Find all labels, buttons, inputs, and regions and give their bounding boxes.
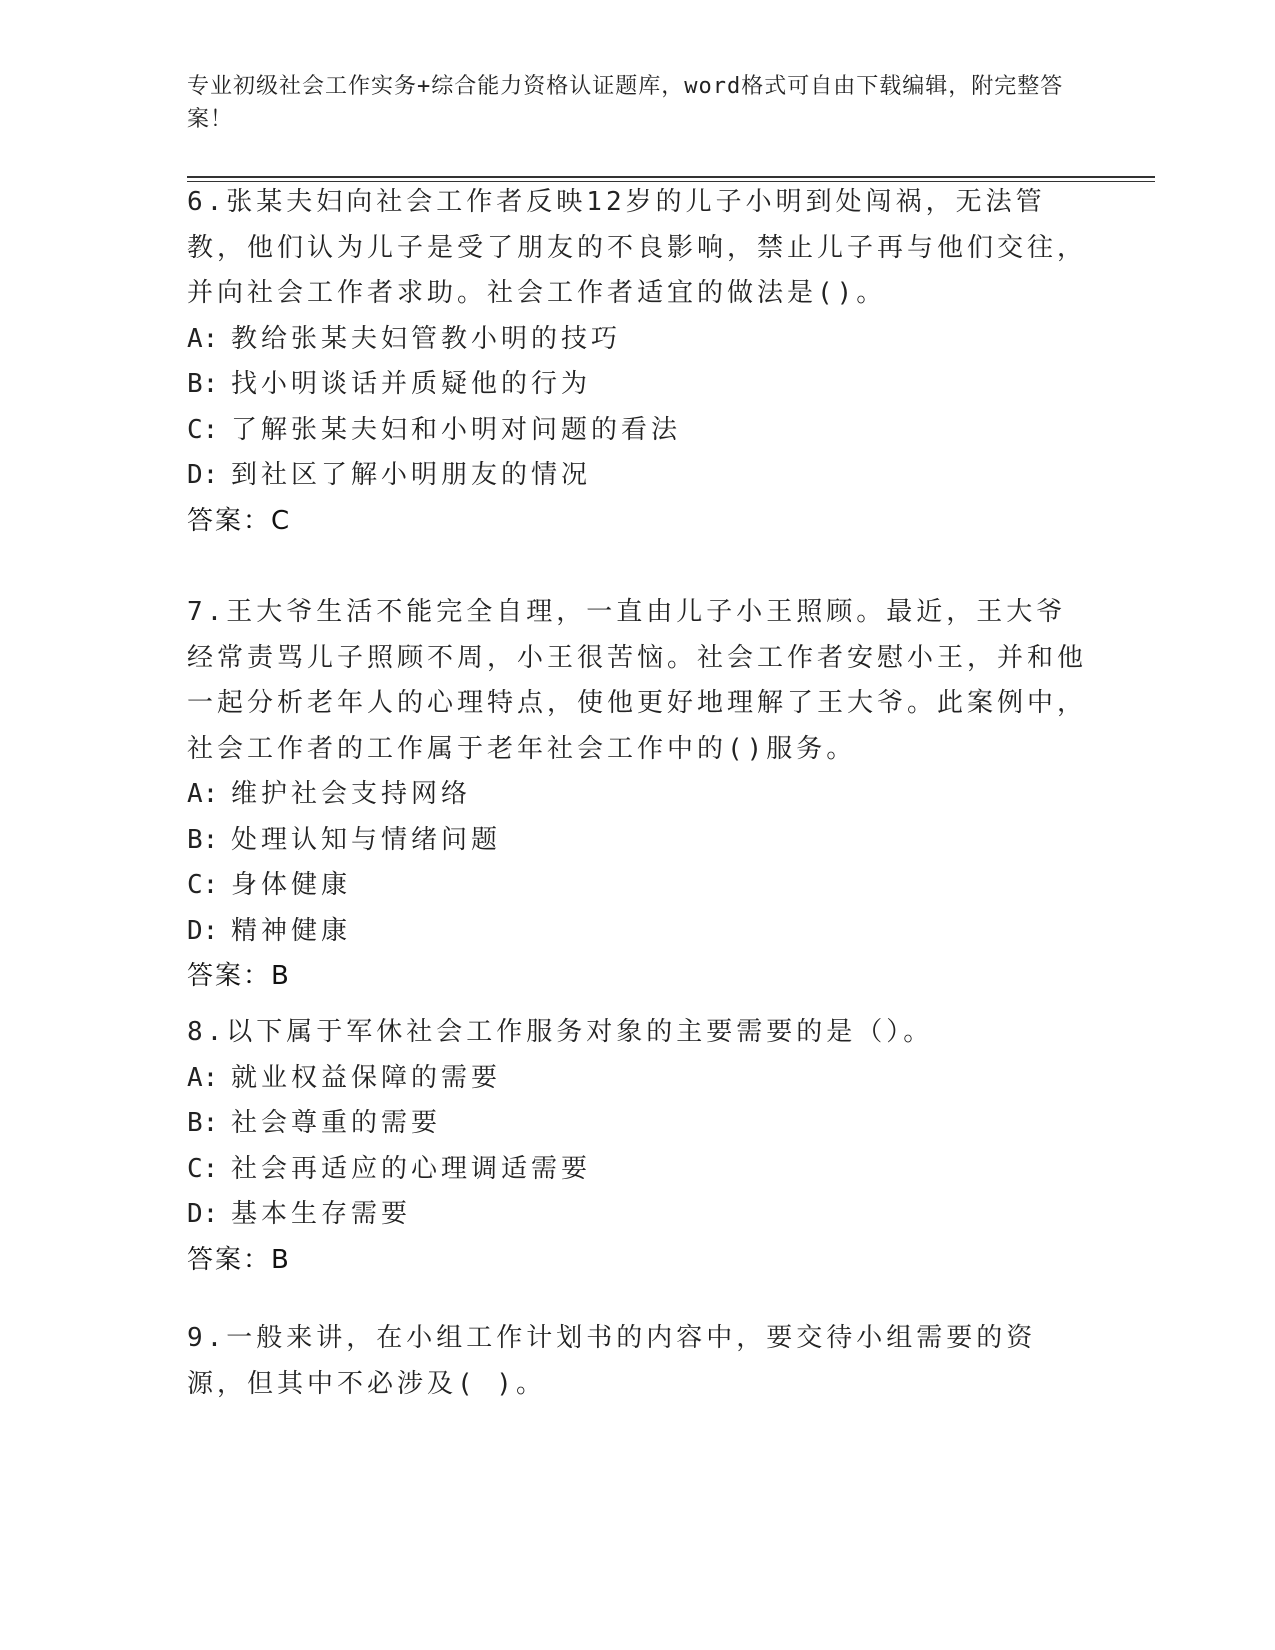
option-text: 基本生存需要 [231, 1199, 412, 1229]
option-d [187, 1192, 1087, 1238]
question-6 [187, 180, 1087, 544]
option-b [187, 362, 1087, 408]
option-text: 教给张某夫妇管教小明的技巧 [231, 323, 622, 354]
option-letter: C: [187, 414, 219, 445]
option-text: 到社区了解小明朋友的情况 [231, 460, 592, 490]
option-letter: C: [187, 870, 219, 900]
question-9 [187, 1316, 1087, 1407]
option-d [187, 909, 1087, 955]
option-text: 找小明谈话并质疑他的行为 [231, 369, 592, 399]
option-b [187, 1101, 1087, 1147]
option-a [187, 1056, 1087, 1102]
question-8 [187, 1010, 1087, 1283]
question-7 [187, 590, 1087, 1000]
answer-label: 答案：C [187, 505, 292, 536]
option-a [187, 772, 1087, 818]
option-text: 维护社会支持网络 [231, 779, 472, 809]
question-stem: 7.王大爷生活不能完全自理，一直由儿子小王照顾。最近，王大爷经常责骂儿子照顾不周，小王很苦恼。社会工作者安慰小王，并和他一起分析老年人的心理特点，使他更好地理解了王大爷。此案例中，社会工作者的工作属于老年社会工作中的()服务。 [187, 597, 1088, 764]
option-c [187, 408, 1087, 454]
option-letter: B: [187, 369, 219, 399]
option-letter: A: [187, 1062, 219, 1093]
option-text: 社会再适应的心理调适需要 [231, 1153, 592, 1184]
option-text: 就业权益保障的需要 [231, 1062, 502, 1093]
option-c [187, 863, 1087, 909]
option-letter: D: [187, 915, 219, 946]
option-text: 社会尊重的需要 [231, 1108, 442, 1138]
document-header: 专业初级社会工作实务+综合能力资格认证题库，word格式可自由下载编辑，附完整答案！ [187, 74, 1064, 132]
option-text: 精神健康 [231, 915, 352, 946]
question-stem: 9.一般来讲，在小组工作计划书的内容中，要交待小组需要的资源，但其中不必涉及( )。 [187, 1323, 1037, 1399]
option-a [187, 317, 1087, 363]
option-text: 处理认知与情绪问题 [231, 824, 502, 855]
option-letter: A: [187, 779, 219, 809]
option-d [187, 453, 1087, 499]
option-letter: B: [187, 824, 219, 855]
option-letter: C: [187, 1153, 219, 1184]
option-letter: D: [187, 460, 219, 490]
question-stem: 6.张某夫妇向社会工作者反映12岁的儿子小明到处闯祸，无法管教，他们认为儿子是受了朋友的不良影响，禁止儿子再与他们交往，并向社会工作者求助。社会工作者适宜的做法是()。 [187, 187, 1088, 308]
option-c [187, 1147, 1087, 1193]
option-letter: B: [187, 1108, 219, 1138]
answer-label: 答案：B [187, 961, 291, 991]
option-text: 身体健康 [231, 870, 352, 900]
question-stem: 8.以下属于军休社会工作服务对象的主要需要的是（）。 [187, 1017, 934, 1047]
option-b [187, 818, 1087, 864]
option-letter: A: [187, 323, 219, 354]
option-letter: D: [187, 1199, 219, 1229]
option-text: 了解张某夫妇和小明对问题的看法 [231, 414, 682, 445]
answer-label: 答案：B [187, 1244, 291, 1275]
